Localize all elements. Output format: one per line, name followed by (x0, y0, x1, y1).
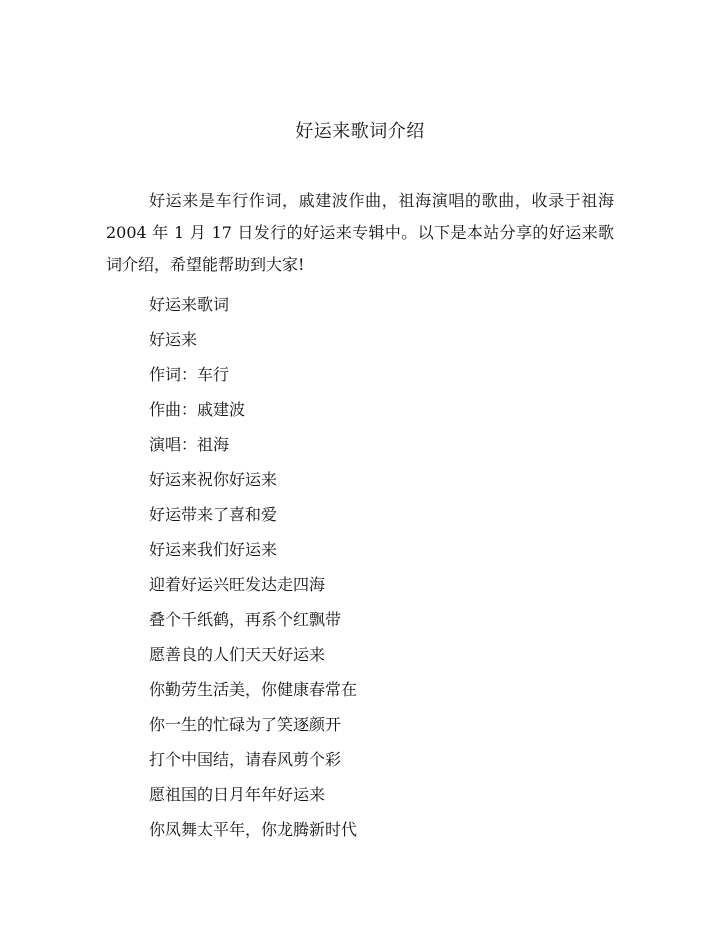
lyric-line: 你凤舞太平年，你龙腾新时代 (149, 820, 358, 839)
lyric-line: 好运来我们好运来 (149, 540, 278, 559)
lyric-line: 好运来祝你好运来 (149, 470, 278, 489)
lyric-line: 迎着好运兴旺发达走四海 (149, 575, 326, 594)
lyric-line: 你勤劳生活美，你健康春常在 (149, 680, 358, 699)
lyric-line: 好运来歌词 (149, 295, 230, 314)
lyric-line: 你一生的忙碌为了笑逐颜开 (149, 715, 342, 734)
lyric-line: 打个中国结，请春风剪个彩 (149, 750, 342, 769)
lyric-line: 愿祖国的日月年年好运来 (149, 785, 326, 804)
lyric-line: 好运带来了喜和爱 (149, 505, 278, 524)
document-title: 好运来歌词介绍 (295, 121, 425, 142)
lyric-line: 作词：车行 (149, 365, 230, 384)
lyric-line: 叠个千纸鹤，再系个红飘带 (149, 610, 342, 629)
intro-paragraph: 好运来是车行作词，戚建波作曲，祖海演唱的歌曲，收录于祖海 2004 年 1 月 17 日发行的好运来专辑中。以下是本站分享的好运来歌词介绍，希望能帮助到大家! (106, 191, 614, 274)
lyric-line: 作曲：戚建波 (149, 400, 246, 419)
lyrics-list (149, 287, 357, 847)
lyric-line: 好运来 (149, 330, 198, 349)
lyric-line: 演唱：祖海 (149, 435, 230, 454)
lyric-line: 愿善良的人们天天好运来 (149, 645, 326, 664)
